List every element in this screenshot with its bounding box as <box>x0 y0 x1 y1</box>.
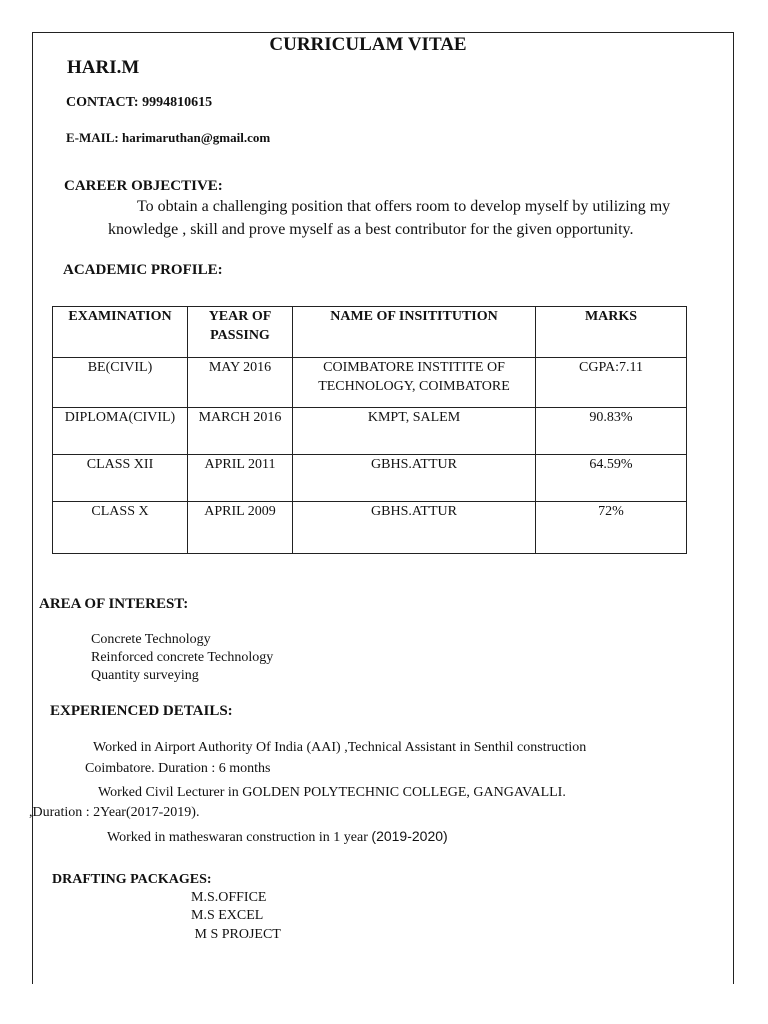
table-header-row <box>53 307 687 358</box>
institution-cell: GBHS.ATTUR <box>293 455 536 502</box>
contact-number: CONTACT: 9994810615 <box>66 95 213 110</box>
table-row <box>53 502 687 554</box>
career-objective-line-1: To obtain a challenging position that offers room to develop myself by utilizing my <box>137 198 671 215</box>
year-cell: APRIL 2009 <box>188 502 293 554</box>
institution-cell: COIMBATORE INSTITITE OF TECHNOLOGY, COIMBATORE <box>293 358 536 408</box>
drafting-packages-heading: DRAFTING PACKAGES: <box>52 872 212 887</box>
experience-heading: EXPERIENCED DETAILS: <box>50 703 233 719</box>
year-cell: APRIL 2011 <box>188 455 293 502</box>
exam-cell: CLASS X <box>53 502 188 554</box>
drafting-package-item: M.S.OFFICE <box>191 890 267 905</box>
area-of-interest-heading: AREA OF INTEREST: <box>39 596 189 612</box>
interest-item: Quantity surveying <box>91 668 199 683</box>
drafting-package-item: M S PROJECT <box>191 927 281 942</box>
career-objective-line-2: knowledge , skill and prove myself as a best contributor for the given opportunity. <box>108 221 634 238</box>
experience-line-4: ,Duration : 2Year(2017-2019). <box>29 805 200 820</box>
exam-cell: DIPLOMA(CIVIL) <box>53 408 188 455</box>
candidate-name: HARI.M <box>67 57 140 78</box>
marks-cell: 72% <box>536 502 687 554</box>
table-row <box>53 455 687 502</box>
table-row <box>53 358 687 408</box>
column-header-examination: EXAMINATION <box>53 307 188 358</box>
column-header-marks: MARKS <box>536 307 687 358</box>
marks-cell: 64.59% <box>536 455 687 502</box>
marks-cell: CGPA:7.11 <box>536 358 687 408</box>
table-row <box>53 408 687 455</box>
interest-item: Concrete Technology <box>91 632 211 647</box>
institution-cell: GBHS.ATTUR <box>293 502 536 554</box>
academic-profile-heading: ACADEMIC PROFILE: <box>63 262 223 278</box>
experience-line-2: Coimbatore. Duration : 6 months <box>85 761 271 776</box>
experience-line-3: Worked Civil Lecturer in GOLDEN POLYTECHNIC COLLEGE, GANGAVALLI. <box>98 785 566 800</box>
institution-cell: KMPT, SALEM <box>293 408 536 455</box>
column-header-institution: NAME OF INSITITUTION <box>293 307 536 358</box>
academic-profile-table <box>52 306 687 554</box>
exam-cell: CLASS XII <box>53 455 188 502</box>
drafting-package-item: M.S EXCEL <box>191 908 264 923</box>
email-address: E-MAIL: harimaruthan@gmail.com <box>66 130 271 145</box>
career-objective-heading: CAREER OBJECTIVE: <box>64 178 223 194</box>
exam-cell: BE(CIVIL) <box>53 358 188 408</box>
year-cell: MAY 2016 <box>188 358 293 408</box>
experience-line-5: Worked in matheswaran construction in 1 year (2019-2020) <box>107 828 448 845</box>
document-title: CURRICULAM VITAE <box>269 34 467 55</box>
year-cell: MARCH 2016 <box>188 408 293 455</box>
interest-item: Reinforced concrete Technology <box>91 650 274 665</box>
marks-cell: 90.83% <box>536 408 687 455</box>
experience-line-1: Worked in Airport Authority Of India (AAI) ,Technical Assistant in Senthil construction <box>93 740 587 755</box>
column-header-year: YEAR OF PASSING <box>188 307 293 358</box>
